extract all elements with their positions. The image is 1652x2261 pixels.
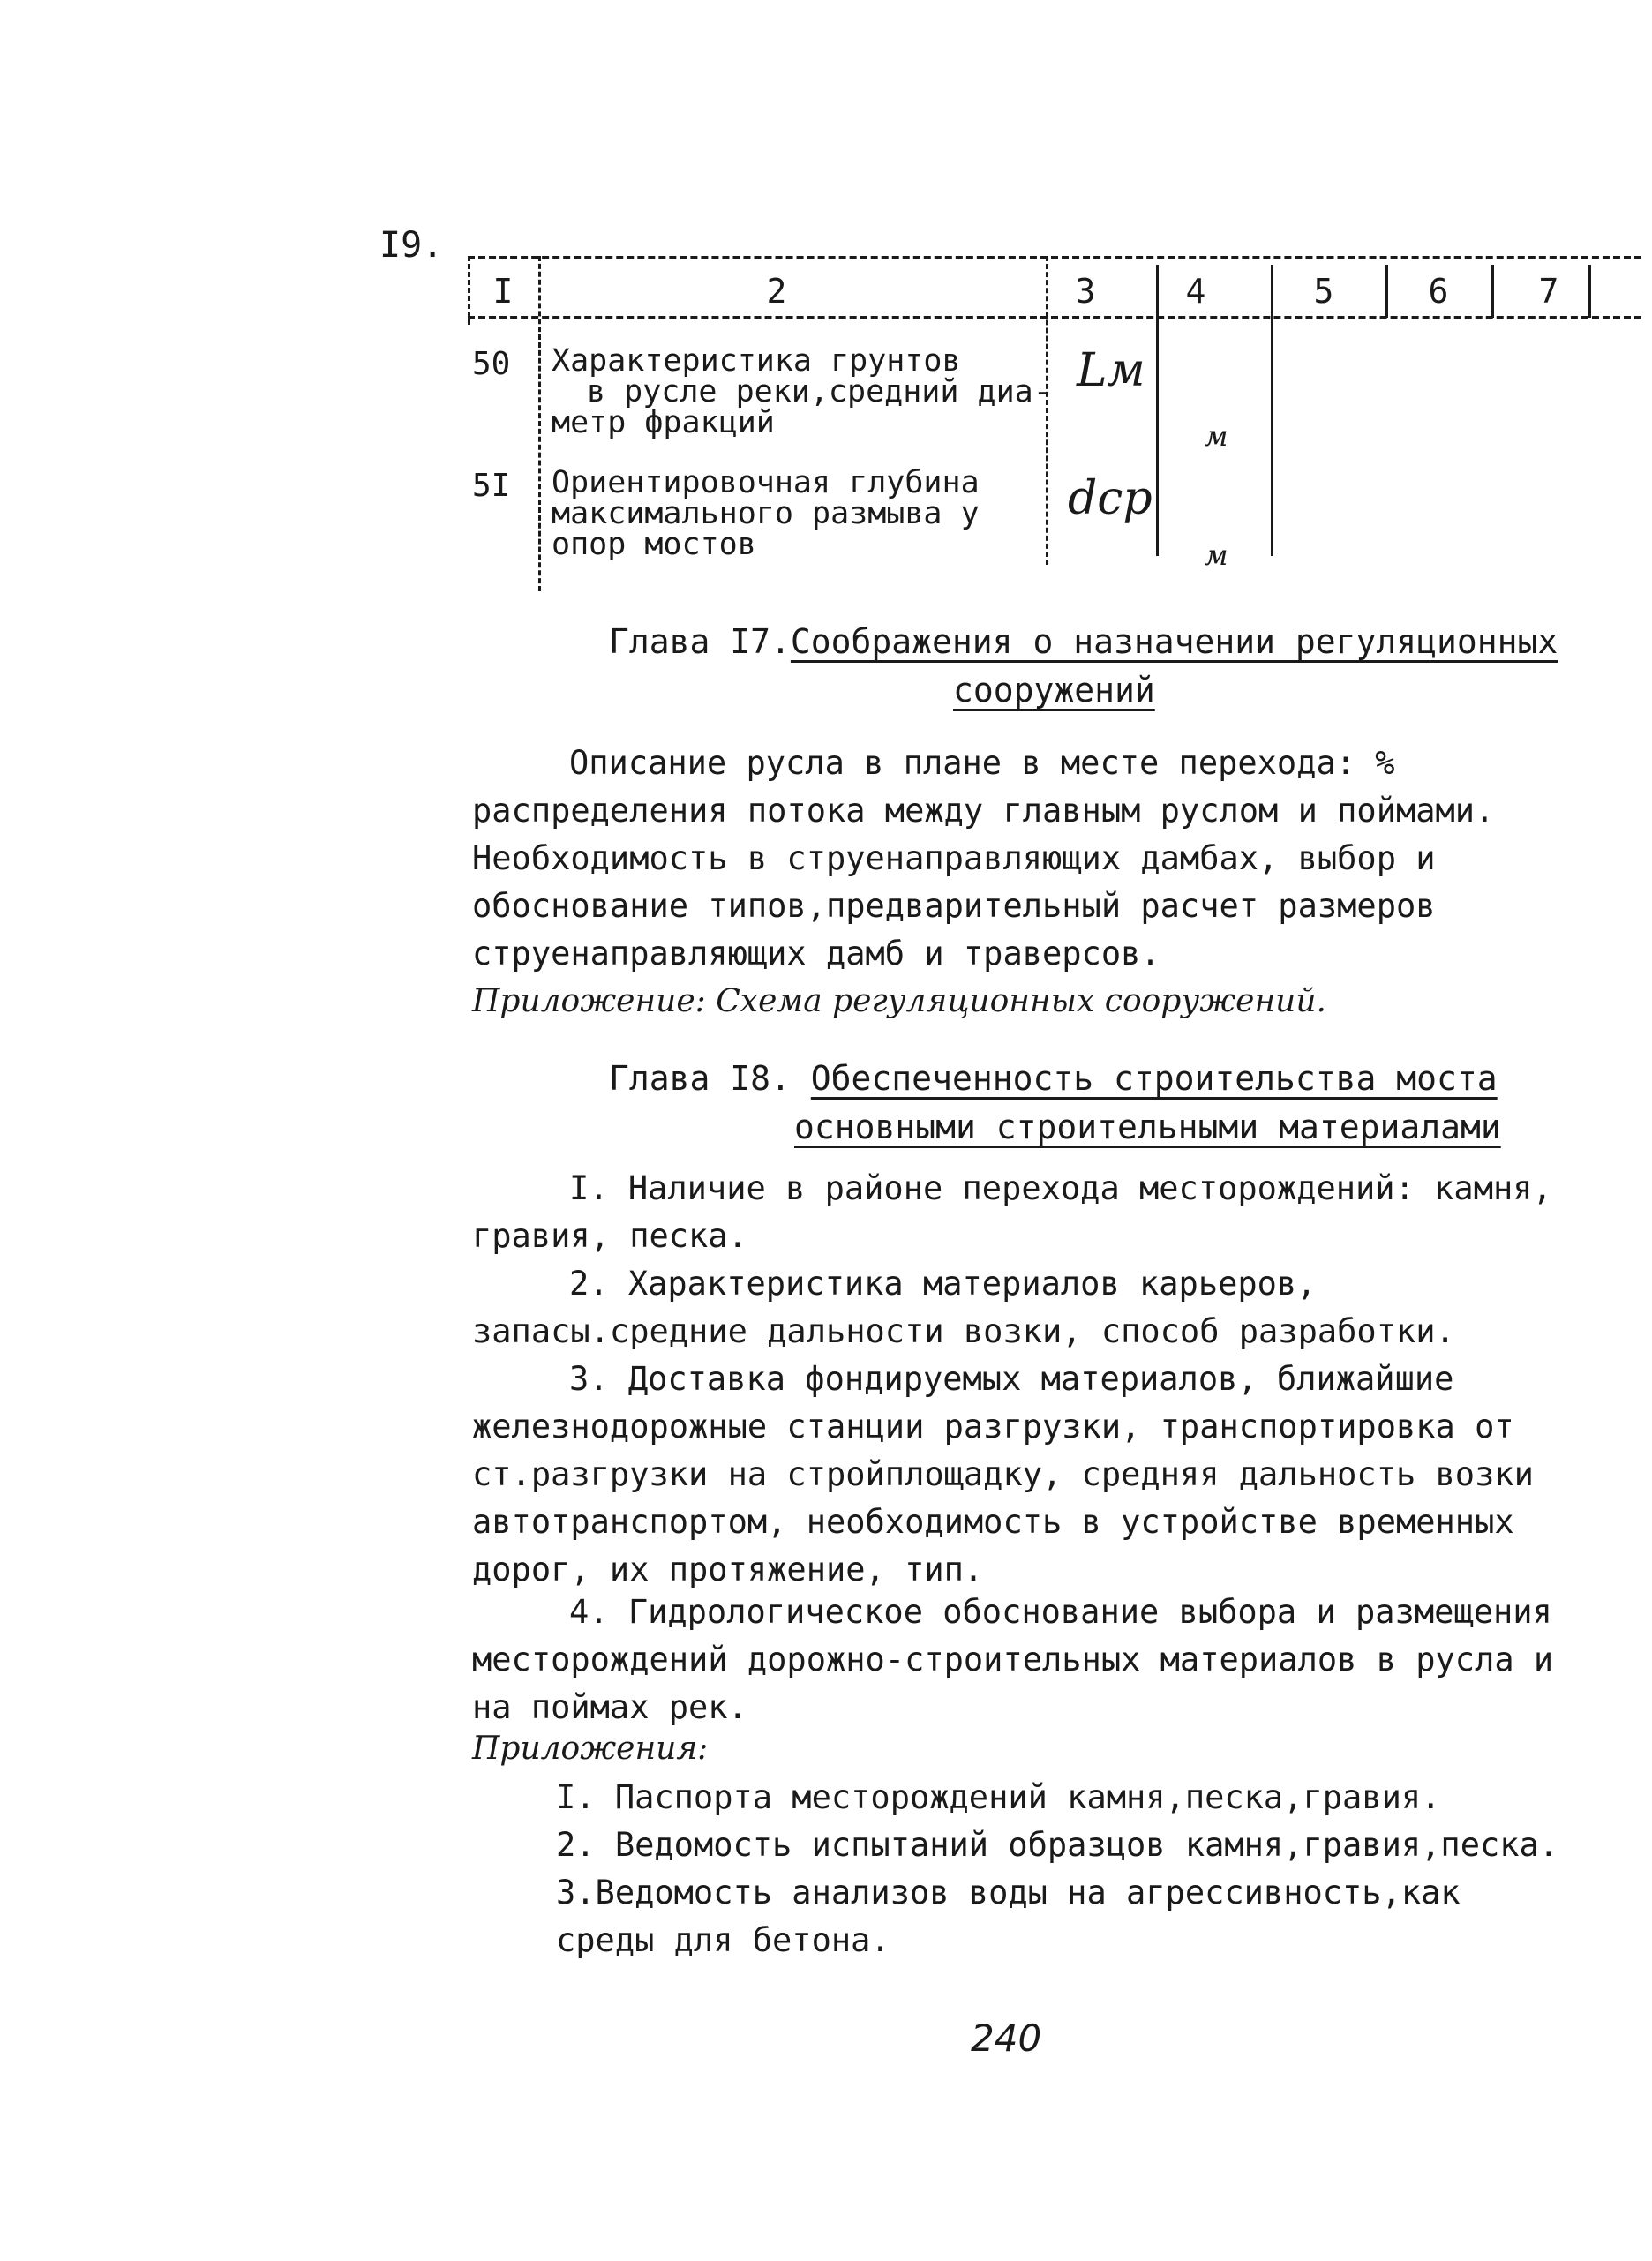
table-row-text-line: в русле реки,средний диа- [587, 374, 1052, 409]
chapter-18-item: 3. Доставка фондируемых материалов, ближайшие железнодорожные станции разгрузки, транспортировка от ст.разгрузки на стройплощадку, средняя дальность возки автотранспортом, необходимость в устройстве временных дорог, их протяжение, тип. [472, 1360, 1534, 1589]
table-header-cell: 3 [1075, 272, 1096, 311]
table-col-rule [538, 256, 541, 591]
table-col-rule [1588, 265, 1591, 318]
table-col-rule [468, 256, 470, 325]
table-row-unit: м [1205, 419, 1228, 453]
table-header-cell: 4 [1185, 272, 1206, 311]
table-row-unit: м [1205, 538, 1228, 572]
table-row-text-line: Ориентировочная глубина [552, 465, 980, 500]
table-col-rule [1385, 265, 1388, 318]
parameters-table [468, 256, 1641, 591]
page-section-marker: I9. [379, 225, 444, 266]
chapter-18-title-line1: Обеспеченность строительства моста [810, 1059, 1498, 1098]
appendix-item: 2. Ведомость испытаний образцов камня,гравия,песка. [556, 1826, 1559, 1864]
appendix-item: I. Паспорта месторождений камня,песка,гравия. [556, 1778, 1441, 1816]
table-row-number: 5I [472, 468, 511, 504]
chapter-18-item: I. Наличие в районе перехода месторождений: камня, гравия, песка. [472, 1169, 1552, 1255]
table-col-rule [1156, 265, 1159, 556]
table-row-text-line: метр фракций [552, 405, 775, 440]
table-header-rule [468, 316, 1641, 319]
table-row-text-line: максимального размыва у [552, 496, 980, 531]
chapter-17-title-line2: сооружений [953, 671, 1155, 710]
table-col-rule [1491, 265, 1494, 318]
table-row-text-line: опор мостов [552, 527, 756, 562]
table-header-cell: 6 [1428, 272, 1449, 311]
table-col-rule [1271, 265, 1273, 556]
table-row-number: 50 [472, 346, 511, 382]
table-row-text [552, 465, 980, 562]
appendix-item-text: 3.Ведомость анализов воды на агрессивность,как среды для бетона. [556, 1874, 1461, 1959]
table-header-cell: 7 [1538, 272, 1559, 311]
appendices-label: Приложения: [472, 1731, 709, 1767]
chapter-17-heading [609, 622, 1558, 661]
table-header-cell: 5 [1313, 272, 1334, 311]
chapter-17-appendix: Приложение: Схема регуляционных сооружений. [472, 983, 1326, 1019]
table-row-symbol: Lм [1077, 344, 1145, 397]
table-row-text-line: Характеристика грунтов [552, 343, 961, 379]
chapter-18-item: 2. Характеристика материалов карьеров, запасы.средние дальности возки, способ разработки. [472, 1265, 1455, 1350]
chapter-17-prefix: Глава I7. [609, 622, 791, 661]
chapter-18-prefix: Глава I8. [609, 1059, 791, 1098]
chapter-17-heading-cont [953, 671, 1155, 710]
table-top-rule [468, 256, 1641, 259]
chapter-18-heading [609, 1059, 1498, 1098]
table-header-cell: 2 [766, 272, 787, 311]
chapter-17-title-line1: Соображения о назначении регуляционных [790, 622, 1558, 661]
chapter-18-item: 4. Гидрологическое обоснование выбора и размещения месторождений дорожно-строительных материалов в русла и на поймах рек. [472, 1593, 1554, 1726]
page-number: 240 [971, 2017, 1042, 2060]
table-row-text [552, 343, 1052, 440]
chapter-18-heading-cont [794, 1108, 1501, 1146]
chapter-17-paragraph: Описание русла в плане в месте перехода: % распределения потока между главным руслом и поймами. Необходимость в струенаправляющих дамбах, выбор и обоснование типов,предварительный расчет размеров струенаправляющих дамб и траверсов. [472, 744, 1495, 973]
chapter-18-title-line2: основными строительными материалами [794, 1108, 1501, 1146]
table-header-cell: I [492, 272, 514, 311]
table-row-symbol: dср [1068, 472, 1153, 525]
appendix-item [556, 1869, 1571, 1964]
